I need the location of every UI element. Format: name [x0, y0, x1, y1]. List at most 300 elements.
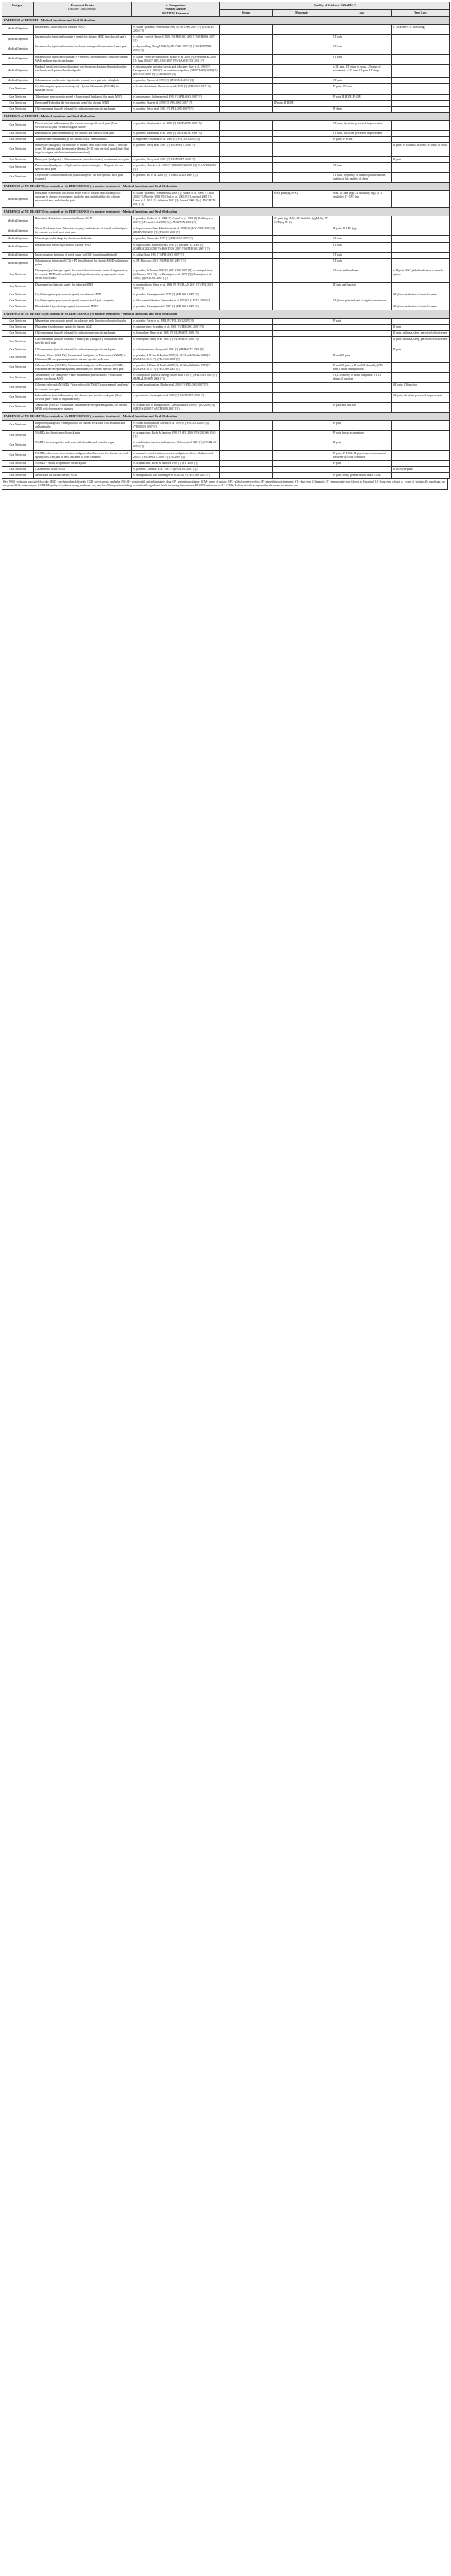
header-moderate: Moderate	[273, 9, 331, 17]
section-title: EVIDENCE of BENEFIT - Medical Injections and Oral Medication	[2, 112, 450, 120]
category-cell: Oral Medicine	[2, 120, 34, 130]
section-header-row	[2, 310, 450, 319]
comparison-cell: vs saline • placebo; Pettersson 1998 [?] (PELOSO 2007 [?]) (CONLIN 2005 [?])	[132, 24, 220, 34]
treatment-cell: Chlormezanone (muscle relaxant) for subacute non-specific neck pain	[34, 331, 132, 337]
treatment-cell: NSAIDs + Sham Acupuncture for neck pain	[34, 460, 132, 466]
moderate-evidence-cell	[273, 84, 331, 94]
table-row	[2, 292, 450, 298]
very-low-evidence-cell	[392, 100, 450, 106]
table-row	[2, 282, 450, 292]
treatment-cell: Eperisone Hydrochloride (psychotropic agent) for chronic MND	[34, 100, 132, 106]
table-row	[2, 337, 450, 347]
strong-evidence-cell	[220, 292, 273, 298]
header-treatment-sub: Disorder Characteristic	[68, 7, 97, 11]
section-header-row	[2, 208, 450, 216]
treatment-cell: Glafenine for acute MND	[34, 466, 132, 472]
low-evidence-cell: IP and ST pain	[331, 353, 392, 362]
treatment-cell: Intra-cutaneous injection of sterile water for CGH (duration undefined)	[34, 252, 132, 258]
moderate-evidence-cell	[273, 392, 331, 402]
very-low-evidence-cell	[392, 236, 450, 242]
moderate-evidence-cell	[273, 331, 331, 337]
category-cell: Oral Medicine	[2, 94, 34, 100]
category-cell: Oral Medicine	[2, 318, 34, 324]
comparison-cell: vs combination traction and exercise; Shakoor et al. 2002 [?] (GRAHAM 2006 [?])	[132, 440, 220, 450]
treatment-cell: Treatment by GP (analgesics + anti-inflammatory medications) + education + advice for chronic MND	[34, 373, 132, 383]
category-cell: Medical Injection	[2, 44, 34, 54]
comparison-cell: vs chlormezanone; Berry et al. 1981 [?] (HURWITZ 2008 [?])	[132, 347, 220, 353]
strong-evidence-cell	[220, 392, 273, 402]
moderate-evidence-cell	[273, 156, 331, 162]
very-low-evidence-cell	[392, 362, 450, 372]
table-row	[2, 252, 450, 258]
strong-evidence-cell	[220, 347, 273, 353]
category-cell: Medical Injection	[2, 190, 34, 208]
comparison-cell: vs placebo; Berry et al. 1981 [?] (HURWITZ 2008 [?])	[132, 156, 220, 162]
category-cell: Medical Injection	[2, 258, 34, 268]
treatment-cell: NSAIDs, placebo cervical traction and general neck exercise for chronic cervical spondylosis with pain in neck and arms of over 3 months	[34, 450, 132, 460]
moderate-evidence-cell	[273, 162, 331, 172]
category-cell: Oral Medicine	[2, 162, 34, 172]
very-low-evidence-cell: ST global evaluation of muscle spasm	[392, 304, 450, 310]
category-cell: Oral Medicine	[2, 292, 34, 298]
table-row	[2, 242, 450, 252]
table-row	[2, 190, 450, 208]
very-low-evidence-cell	[392, 431, 450, 440]
very-low-evidence-cell: IP pain	[392, 325, 450, 331]
header-comparison-title: vs Comparison	[165, 3, 186, 7]
very-low-evidence-cell: IP pain	[392, 347, 450, 353]
category-cell: Medical Injection	[2, 242, 34, 252]
strong-evidence-cell	[220, 242, 273, 252]
strong-evidence-cell	[220, 304, 273, 310]
very-low-evidence-cell: IP pain	[392, 156, 450, 162]
section-header-row	[2, 112, 450, 120]
category-cell: Oral Medicine	[2, 431, 34, 440]
comparison-cell: vs dry needling; Hong 1994 [?] (PELOSO 2007 [?]) (TSAKITZIDIS 2009 [?])	[132, 44, 220, 54]
very-low-evidence-cell	[392, 440, 450, 450]
very-low-evidence-cell	[392, 473, 450, 479]
strong-evidence-cell	[220, 143, 273, 156]
table-row	[2, 54, 450, 64]
category-cell: Oral Medicine	[2, 130, 34, 136]
treatment-cell: Intravenous Glucocorticoid for acute WAD	[34, 24, 132, 34]
very-low-evidence-cell	[392, 106, 450, 112]
moderate-evidence-cell	[273, 226, 331, 236]
category-cell: Oral Medicine	[2, 383, 34, 392]
section-title: EVIDENCE of NO BENEFIT (vs control) or No DIFFERENCE (vs another treatment) - Medical Injections and Oral Medication	[2, 183, 450, 191]
comparison-cell: vs saline • placebo; (Freund et al. 2000 [?]; Braker et al. 2008 [?]; Juan 2004 [?]; Wheeler 2001 [?]; Ojala et al. 2006 [?]; Lew et al. 2008 [?]; Linde et al. 2011 [?]; Schnider 2002 [?]; Freund 2000 [?]) (LANGEVIN 2011 [?])	[132, 190, 220, 208]
treatment-cell: Celebrex-celecoxib (NSAID), Vioxx-rofecoxib (NSAID), paracetamol (analgesic) for chronic neck pain	[34, 383, 132, 392]
table-body	[2, 17, 450, 479]
table-row	[2, 473, 450, 479]
header-category: Category	[2, 2, 34, 17]
low-evidence-cell	[331, 325, 392, 331]
category-cell: Oral Medicine	[2, 172, 34, 182]
moderate-evidence-cell	[273, 172, 331, 182]
strong-evidence-cell	[220, 137, 273, 143]
strong-evidence-cell	[220, 460, 273, 466]
moderate-evidence-cell	[273, 298, 331, 304]
table-row	[2, 298, 450, 304]
header-comparison-sub2: (REVIEW Reference)	[161, 11, 190, 15]
strong-evidence-cell	[220, 162, 273, 172]
very-low-evidence-cell	[392, 258, 450, 268]
very-low-evidence-cell	[392, 373, 450, 383]
comparison-cell: vs acupuncture; Birch & Jamison 1998 [?] (FU 2009 [?]) (GROSS 2010 [?])	[132, 431, 220, 440]
treatment-cell: Paracetamol (analgesic) + Orphenadrine (anticholinergic) + Norgesic for non-specific neck pain	[34, 162, 132, 172]
category-cell: Oral Medicine	[2, 473, 34, 479]
comparison-cell: vs placebo; Hoivik et al. 1983 [?] (HURWITZ 2008 [?]) (LEAVER 2010 [?])	[132, 162, 220, 172]
treatment-cell: Intramuscular injection lidocaine for chronic non-specific mechanical neck pain	[34, 44, 132, 54]
strong-evidence-cell	[220, 100, 273, 106]
comparison-cell: vs PT; Brockow 2001 [?] (PELOSO 2007 [?])	[132, 258, 220, 268]
category-cell: Oral Medicine	[2, 156, 34, 162]
category-cell: Medical Injection	[2, 216, 34, 226]
table-row	[2, 431, 450, 440]
low-evidence-cell: ST pain	[331, 252, 392, 258]
strong-evidence-cell	[220, 54, 273, 64]
very-low-evidence-cell	[392, 120, 450, 130]
section-title: EVIDENCE of NO BENEFIT (vs control) or No DIFFERENCE (vs another treatment) - Medical Injections and Oral Medication	[2, 208, 450, 216]
low-evidence-cell	[331, 216, 392, 226]
low-evidence-cell: ST pain	[331, 78, 392, 84]
treatment-cell: Ibuprofen (analgesic) + manipulation for chronic neck pain with headache and radiculopathy	[34, 420, 132, 430]
comparison-cell: vs placebo; Basmajian et al. 1978 [?] (PELOSO 2007 [?])	[132, 292, 220, 298]
category-cell: Oral Medicine	[2, 106, 34, 112]
very-low-evidence-cell	[392, 35, 450, 44]
very-low-evidence-cell	[392, 450, 450, 460]
moderate-evidence-cell	[273, 304, 331, 310]
low-evidence-cell: IP pain	[331, 460, 392, 466]
table-row	[2, 162, 450, 172]
table-row	[2, 78, 450, 84]
strong-evidence-cell	[220, 318, 273, 324]
comparison-cell: vs manipulation; van Windergen et al. 2003 [?] (PELOSO 2007 [?])	[132, 473, 220, 479]
strong-evidence-cell	[220, 440, 273, 450]
low-evidence-cell: IP and ST pain; si IP and ST disability (NDI form) favour manipulation	[331, 362, 392, 372]
very-low-evidence-cell	[392, 137, 450, 143]
table-row	[2, 402, 450, 412]
low-evidence-cell: ST pain	[331, 236, 392, 242]
very-low-evidence-cell	[392, 353, 450, 362]
comparison-cell: vs placebo; Desmeules 1979 [?] (PELOSO 2007 [?])	[132, 236, 220, 242]
treatment-cell: Cyclobenzaprine (psychotropic agent) + Lysine Clonixinate (NSAID) for subacute MND	[34, 84, 132, 94]
moderate-evidence-cell	[273, 473, 331, 479]
header-verylow: Very Low	[392, 9, 450, 17]
low-evidence-cell: IP pain	[331, 440, 392, 450]
category-cell: Oral Medicine	[2, 347, 34, 353]
treatment-cell: Chlormezanone (muscle relaxant) for subacute non-specific neck pain	[34, 347, 132, 353]
table-row	[2, 331, 450, 337]
strong-evidence-cell	[220, 44, 273, 54]
table-row	[2, 362, 450, 372]
low-evidence-cell	[331, 304, 392, 310]
strong-evidence-cell	[220, 64, 273, 77]
low-evidence-cell: IP pain and function	[331, 402, 392, 412]
moderate-evidence-cell	[273, 420, 331, 430]
strong-evidence-cell	[220, 402, 273, 412]
very-low-evidence-cell	[392, 78, 450, 84]
strong-evidence-cell	[220, 226, 273, 236]
moderate-evidence-cell	[273, 35, 331, 44]
strong-evidence-cell	[220, 466, 273, 472]
low-evidence-cell: IP sleep	[331, 106, 392, 112]
category-cell: Oral Medicine	[2, 325, 34, 331]
strong-evidence-cell	[220, 383, 273, 392]
moderate-evidence-cell	[273, 44, 331, 54]
comparison-cell: vs saline • stretch; Esenyel 2000 [?] (PELOSO 2007 [?]) (GROSS 2007 [?])	[132, 35, 220, 44]
low-evidence-cell: IT pain and function	[331, 282, 392, 292]
category-cell: Medical Injection	[2, 236, 34, 242]
category-cell: Oral Medicine	[2, 450, 34, 460]
low-evidence-cell	[331, 383, 392, 392]
comparison-cell: vs placebo; Chedhuy et al. 1987 [?] (PELOSO 2007 [?])	[132, 466, 220, 472]
strong-evidence-cell	[220, 35, 273, 44]
very-low-evidence-cell: IP pain, stiffness, sleep, perceived effectiveness	[392, 331, 450, 337]
category-cell: Oral Medicine	[2, 362, 34, 372]
treatment-cell: Medication for chronic MND, WAD	[34, 473, 132, 479]
category-cell: Oral Medicine	[2, 402, 34, 412]
low-evidence-cell	[331, 466, 392, 472]
very-low-evidence-cell	[392, 318, 450, 324]
low-evidence-cell: ST pain, physician perceived improvement	[331, 130, 392, 136]
low-evidence-cell: ST global pain and pain at digital compression	[331, 298, 392, 304]
comparison-cell: vs saline; Sand 1992 [?] (PELOSO 2007 [?])	[132, 252, 220, 258]
category-cell: Oral Medicine	[2, 282, 34, 292]
low-evidence-cell: IP pain favour acupuncture	[331, 431, 392, 440]
table-row	[2, 24, 450, 34]
very-low-evidence-cell: ST global evaluation of muscle spasm	[392, 292, 450, 298]
strong-evidence-cell	[220, 282, 273, 292]
very-low-evidence-cell: ST pain; ST function	[392, 383, 450, 392]
comparison-cell: vs placebo; Vainionpää et al. 1985 [?] (HURWITZ 2008 [?])	[132, 130, 220, 136]
moderate-evidence-cell	[273, 282, 331, 292]
category-cell: Oral Medicine	[2, 143, 34, 156]
table-row	[2, 460, 450, 466]
low-evidence-cell	[331, 156, 392, 162]
treatment-cell: Tolperisone (psychotropic agent) + Paracetamol (analgesic) for acute MND	[34, 94, 132, 100]
treatment-cell: Phenobarbital (psychotropic agent) for subacute MND	[34, 304, 132, 310]
comparison-cell: vs placebo; Ma et al. 2008 [?] (TSAKITZIDIS 2009 [?])	[132, 172, 220, 182]
strong-evidence-cell	[220, 252, 273, 258]
category-cell: Oral Medicine	[2, 298, 34, 304]
section-header-row	[2, 17, 450, 25]
moderate-evidence-cell	[273, 450, 331, 460]
moderate-evidence-cell	[273, 268, 331, 282]
moderate-evidence-cell	[273, 292, 331, 298]
low-evidence-cell	[331, 292, 392, 298]
strong-evidence-cell	[220, 268, 273, 282]
very-low-evidence-cell: si IP pain; SiST global evaluation of muscle spasm	[392, 268, 450, 282]
moderate-evidence-cell	[273, 431, 331, 440]
low-evidence-cell: ST pain	[331, 258, 392, 268]
very-low-evidence-cell: IP pain, stiffness, sleep, perceived effectiveness	[392, 337, 450, 347]
moderate-evidence-cell	[273, 353, 331, 362]
category-cell: Oral Medicine	[2, 331, 34, 337]
moderate-evidence-cell	[273, 460, 331, 466]
moderate-evidence-cell	[273, 337, 331, 347]
section-title: EVIDENCE of NO BENEFIT (vs control) or No DIFFERENCE (vs another treatment) - Medical Injections and Oral Medication	[2, 413, 450, 421]
comparison-cell: vs placebo; Byrn et al. 1993 [?] (TEASELL 2010 [?])	[132, 78, 220, 84]
low-evidence-cell: IP pain; IP ROM; IP physician's assessment of the severity of the condition	[331, 450, 392, 460]
moderate-evidence-cell: IP pain; IP ROM	[273, 100, 331, 106]
category-cell: Oral Medicine	[2, 337, 34, 347]
category-cell: Medical Injection	[2, 54, 34, 64]
table-footnote: Key: WAD - whiplash associated disorder; MND - mechanical neck disorder; CGH - cervicogenic headache; NSAID - nonsteroidal anti-inflammatory drug; GP - general practitioner; ROM - range of motion; GPE - global perceived effect; IP - immediate post-treatment; ST - short term (<3 months); IT - intermediate term (closest to 6 months); LT - long term (closest to 1 year); si - statistically significant; ng - not given; M-A - meta-analysis. † GRADE quality of evidence: strong, moderate, low, very low. Note: positive findings at statistically significant levels, favouring the treatment; REVIEW references in ALL CAPS; Authors of trials as reported by the review in sentence case.	[2, 479, 448, 489]
comparison-cell: vs lidocaine infiltration; Fernandez et al. 2002 [?] (LEITE 2009 [?])	[132, 298, 220, 304]
treatment-cell: Nerve block injections (lidocaine) varying combinations of steroid and analgesic for chronic cervical facet joint pain	[34, 226, 132, 236]
low-evidence-cell: ST pain	[331, 162, 392, 172]
table-row	[2, 440, 450, 450]
moderate-evidence-cell	[273, 440, 331, 450]
treatment-cell: Intra-articular steroid injection for chronic WAD	[34, 242, 132, 252]
table-row	[2, 226, 450, 236]
low-evidence-cell: LT pain	[331, 242, 392, 252]
strong-evidence-cell	[220, 473, 273, 479]
comparison-cell: vs spinal manipulation; Diemel et al. 1979 [?] (PELOSO 2007 [?]) (VERNON 2007 [?])	[132, 420, 220, 430]
low-evidence-cell: ST pain	[331, 44, 392, 54]
comparison-cell: vs placebo; Basmajian et al. 1983 [?] (PELOSO 2007 [?])	[132, 304, 220, 310]
moderate-evidence-cell	[273, 242, 331, 252]
table-row	[2, 236, 450, 242]
comparison-cell: vs manual cervical traction, exercise and patient advice; Shakoor et al. 2002 [?] (HURWITZ 2008 [?]) (FU 2009 [?])	[132, 450, 220, 460]
treatment-cell: Neurotropic multi-drugs for chronic neck disorder	[34, 236, 132, 242]
moderate-evidence-cell	[273, 24, 331, 34]
treatment-cell: NSAIDs for chronic specific neck pain	[34, 431, 132, 440]
moderate-evidence-cell	[273, 236, 331, 242]
table-row	[2, 156, 450, 162]
moderate-evidence-cell	[273, 120, 331, 130]
comparison-cell: vs saline • exercise/medication; Braker et al. 2008 [?]; Freund et al. 2000 [?]; Juan 2004 [?] (PELOSO 2007 [?]) (LANGEVIN 2011 [?])	[132, 54, 220, 64]
category-cell: Oral Medicine	[2, 84, 34, 94]
header-row-1	[2, 2, 450, 10]
moderate-evidence-cell	[273, 373, 331, 383]
strong-evidence-cell	[220, 84, 273, 94]
very-low-evidence-cell: ST pain, physician perceived improvement	[392, 392, 450, 402]
treatment-cell: Botulinum A injection for subacute/chronic WAD	[34, 216, 132, 226]
category-cell: Oral Medicine	[2, 137, 34, 143]
treatment-cell: Chlormezanone (muscle relaxant) + Benorylate (analgesic) for subacute non-specific neck pain	[34, 337, 132, 347]
strong-evidence-cell	[220, 24, 273, 34]
comparison-cell: vs placebo; Berry et al. 1981 [?] (HURWITZ 2008 [?])	[132, 143, 220, 156]
very-low-evidence-cell	[392, 298, 450, 304]
table-row	[2, 325, 450, 331]
header-treatment	[34, 2, 132, 17]
treatment-cell: Tolmetin (anti-inflammatory) for chronic MND. Osteoarthritis	[34, 137, 132, 143]
category-cell: Oral Medicine	[2, 392, 34, 402]
header-low: Low	[331, 9, 392, 17]
comparison-cell: vs piroxicam; Vainionpää et al. 1985 [?] (HURWITZ 2008 [?])	[132, 392, 220, 402]
treatment-cell: Benorylate (analgesic) + Chlormezanone (muscle relaxant) for subacute neck pain	[34, 156, 132, 162]
moderate-evidence-cell	[273, 318, 331, 324]
low-evidence-cell: ST pain	[331, 54, 392, 64]
table-row	[2, 304, 450, 310]
comparison-cell: vs bupivacaine saline; Manchikanti et al. 2008 [?] (BOGDUK 2007 [?]) (HURWITZ 2008 [?]) (FALCO 2009 [?])	[132, 226, 220, 236]
very-low-evidence-cell	[392, 282, 450, 292]
strong-evidence-cell	[220, 236, 273, 242]
comparison-cell: vs bupivacaine; Barnsley et al. 1994 [?] (HURWITZ 2008 [?]) (CARRAGEE 2008 [?]) (BOGDUK 2007 [?]) (PELOSO 2007 [?])	[132, 242, 220, 252]
table-row	[2, 373, 450, 383]
table-row	[2, 353, 450, 362]
low-evidence-cell: si LT pain, LT return to work, LT range of movement; si IT pain; LT pain, LT sleep	[331, 64, 392, 77]
table-row	[2, 94, 450, 100]
moderate-evidence-cell	[273, 258, 331, 268]
category-cell: Medical Injection	[2, 24, 34, 34]
evidence-table	[2, 2, 450, 479]
very-low-evidence-cell	[392, 162, 450, 172]
strong-evidence-cell	[220, 156, 273, 162]
comparison-cell: vs placebo; Berry et al. 1981 [?] (PELOSO 2007 [?])	[132, 106, 220, 112]
low-evidence-cell: IP pain; IP ROM	[331, 137, 392, 143]
header-strong: Strong	[220, 9, 273, 17]
very-low-evidence-cell	[392, 190, 450, 208]
table-row	[2, 466, 450, 472]
category-cell: Medical Injection	[2, 226, 34, 236]
header-comparison	[132, 2, 220, 17]
category-cell: Oral Medicine	[2, 268, 34, 282]
strong-evidence-cell	[220, 172, 273, 182]
treatment-cell: Piroxicam (anti-inflammatory) for chronic non-specific neck pain (Note: cervical/facial pain - want to original article)	[34, 120, 132, 130]
strong-evidence-cell	[220, 216, 273, 226]
treatment-cell: Intramuscular injection Botulinum A + exercise /medication for subacute/chronic WAD and non-specific neck pain	[34, 54, 132, 64]
very-low-evidence-cell	[392, 420, 450, 430]
table-row	[2, 100, 450, 106]
comparison-cell: vs spinal manipulation; Muller et al. 2005 [?] (PELOSO 2007 [?])	[132, 383, 220, 392]
category-cell: Oral Medicine	[2, 373, 34, 383]
section-header-row	[2, 183, 450, 191]
table-row	[2, 383, 450, 392]
treatment-cell: NSAIDs for non-specific neck pain with shoulder and radicular signs	[34, 440, 132, 450]
moderate-evidence-cell	[273, 130, 331, 136]
strong-evidence-cell	[220, 130, 273, 136]
category-cell: Oral Medicine	[2, 304, 34, 310]
category-cell: Oral Medicine	[2, 466, 34, 472]
strong-evidence-cell	[220, 298, 273, 304]
very-low-evidence-cell: IT sick leave; IT pain (long)	[392, 24, 450, 34]
moderate-evidence-cell	[273, 137, 331, 143]
table-row	[2, 258, 450, 268]
table-row	[2, 347, 450, 353]
low-evidence-cell: IP pain	[331, 318, 392, 324]
category-cell: Oral Medicine	[2, 420, 34, 430]
very-low-evidence-cell	[392, 216, 450, 226]
very-low-evidence-cell	[392, 172, 450, 182]
very-low-evidence-cell	[392, 54, 450, 64]
table-row	[2, 216, 450, 226]
table-row	[2, 106, 450, 112]
comparison-cell: vs intramuscular injection steroid and lidocaine; Stav et al. 1993 [?]; Castagnera et al. 1994 [?]; vs continuous epidural (BENYAMIN 2009 [?]) (PELOSO 2007 [?]) (ABDI 2007 [?])	[132, 64, 220, 77]
strong-evidence-cell	[220, 106, 273, 112]
moderate-evidence-cell	[273, 143, 331, 156]
comparison-cell: vs naproxen; Goodman et al. 1980 [?] (PELOSO 2007 [?])	[132, 137, 220, 143]
treatment-cell: Intramuscular injection lidocaine + stretch for chronic MND (myofascial pain)	[34, 35, 132, 44]
category-cell: Medical Injection	[2, 64, 34, 77]
section-title: EVIDENCE of BENEFIT - Medical Injections and Oral Medication	[2, 17, 450, 25]
table-row	[2, 392, 450, 402]
header-quality: Quality of Evidence (GRADE) †	[220, 2, 450, 10]
low-evidence-cell: SiST, IT pain (ng); ST disability (ng); si IT disability; IT GPE (ng)	[331, 190, 392, 208]
comparison-cell: vs benorylate; Berry et al. 1981 [?] (HURWITZ 2008 [?])	[132, 337, 220, 347]
comparison-cell: vs placebo; Braker et al. 2008 [?]; Carroll et al. 2008 [?]; Padberg et al. 2007 [?]; Freund et al. 2000 [?] (LANGEVIN 2011 [?])	[132, 216, 220, 226]
low-evidence-cell	[331, 24, 392, 34]
treatment-cell: Epidural steroid injection vs lidocaine for chronic neck pain with radiculopathy; vs chronic neck pain with radiculopathy	[34, 64, 132, 77]
very-low-evidence-cell	[392, 402, 450, 412]
treatment-cell: Tenoxicam (NSAID) + ranitidine (histamine H2-receptor antagonist) for chronic MND with degenerative changes	[34, 402, 132, 412]
treatment-cell: Cyclobenzaprine (psychotropic agent) for myofascial pain - trapezius	[34, 298, 132, 304]
moderate-evidence-cell	[273, 106, 331, 112]
strong-evidence-cell	[220, 190, 273, 208]
moderate-evidence-cell: si ST pain (ng M-A)	[273, 190, 331, 208]
